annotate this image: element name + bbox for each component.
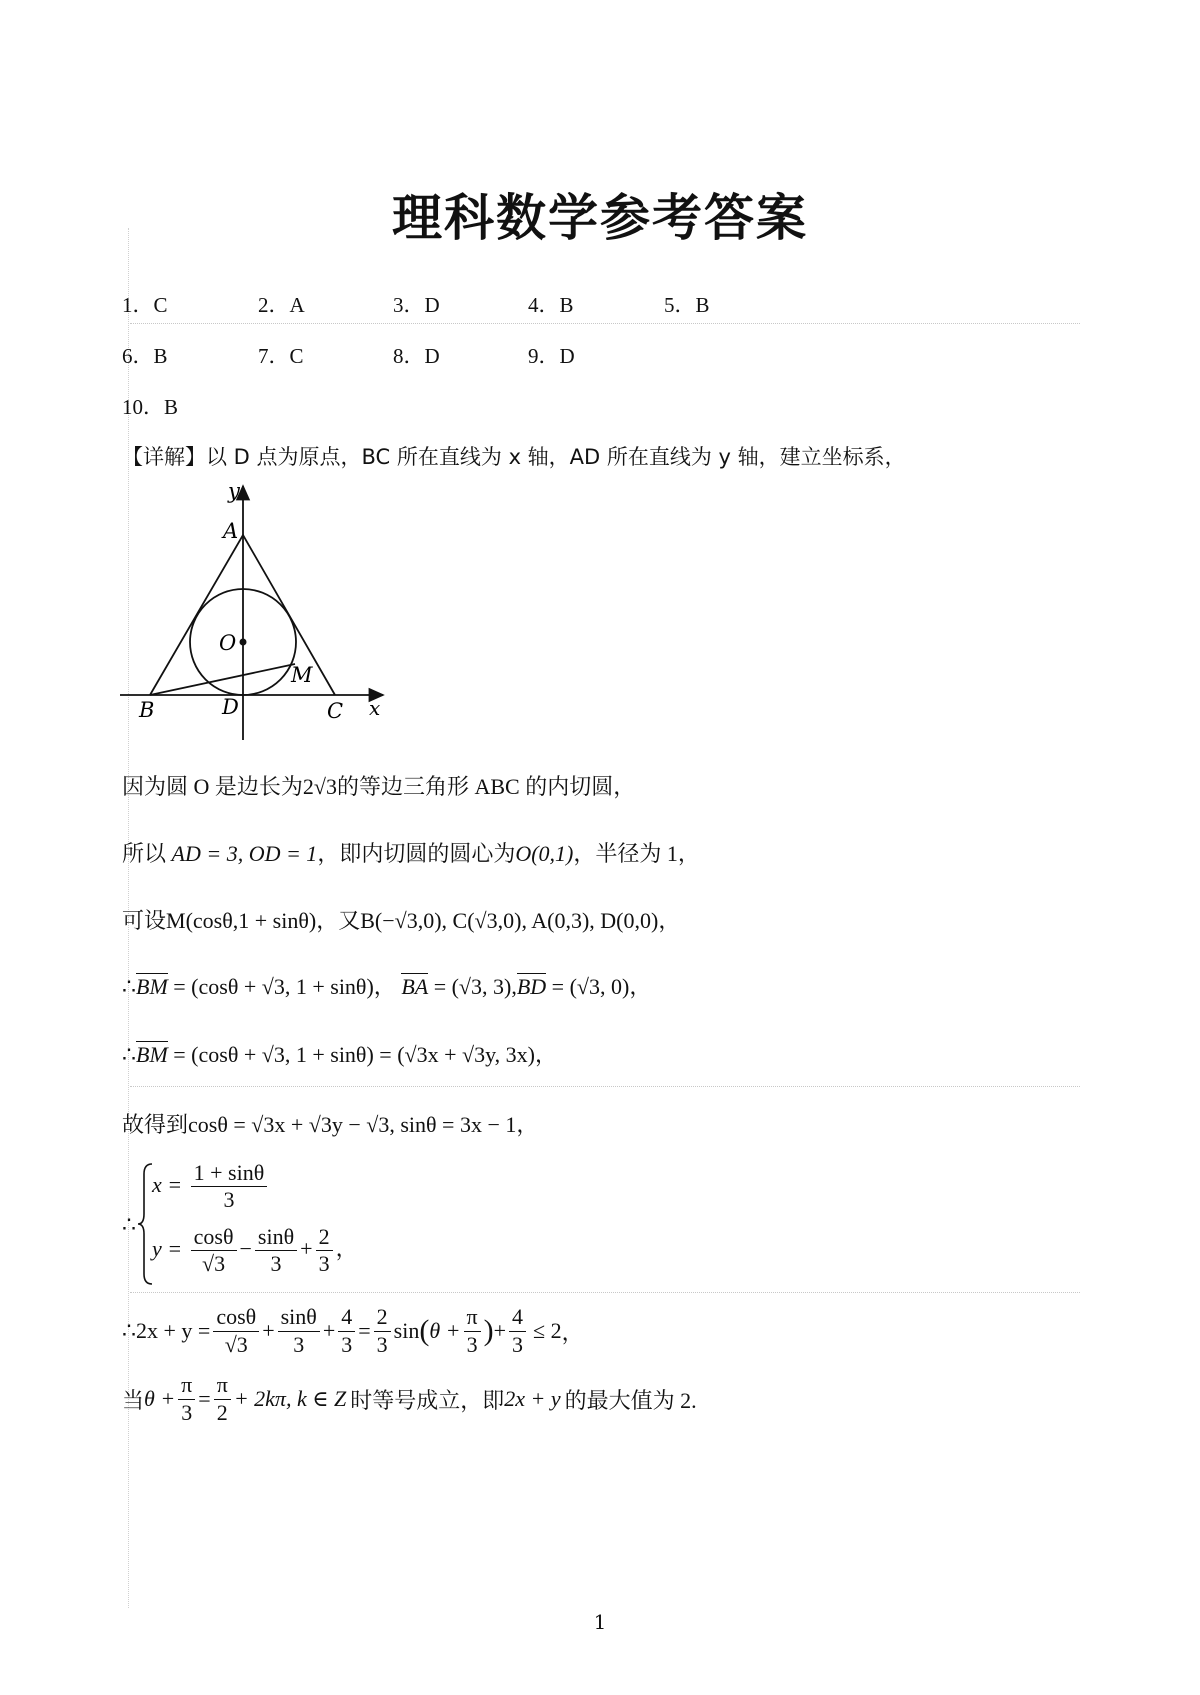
text-line: ∴BM = (cosθ + √3, 1 + sinθ) = (√3x + √3y, 3x)， <box>122 1042 557 1067</box>
answer-item: 8．D <box>393 344 440 368</box>
page-number: 1 <box>593 1610 607 1634</box>
math-expr: O(0,1) <box>515 841 574 866</box>
math-expr: AD = 3, OD = 1 <box>171 841 318 866</box>
math-expr: cosθ = √3x + √3y − √3, sinθ = 3x − 1 <box>188 1112 517 1137</box>
text-line: 所以 AD = 3, OD = 1，即内切圆的圆心为O(0,1)，半径为 1， <box>122 841 700 866</box>
answer-item: 10．B <box>122 395 179 419</box>
text-line: ∴2x + y = $\frac{\cos\theta}{√3}$ + $\frac{\sin\theta}{3}$ + $\frac{4}{3}$ = $\frac{2}{3}$ sin ( θ + $\frac{\pi}{3}$ ) + $\frac{4}{3}$ ≤ 2 ， <box>122 1304 584 1357</box>
vector-bd: BD <box>516 974 547 999</box>
vector-bm: BM <box>136 1042 168 1067</box>
answer-item: 3．D <box>393 293 440 317</box>
answer-item: 9．D <box>528 344 575 368</box>
answer-item: 1．C <box>122 293 168 317</box>
math-expr: = (√3, 3), <box>433 974 517 999</box>
divider <box>130 1292 1080 1293</box>
label-c: C <box>327 699 344 723</box>
label-b: B <box>139 698 155 722</box>
text-line: 当 θ + $\frac{\pi}{3}$ = $\frac{\pi}{2}$ + 2kπ, k ∈ Z 时等号成立，即 2x + y 的最大值为 2. <box>122 1372 697 1425</box>
triangle-figure <box>115 478 405 743</box>
text-line: 因为圆 O 是边长为2√3的等边三角形 ABC 的内切圆， <box>122 774 636 799</box>
answer-item: 7．C <box>258 344 304 368</box>
equation-x: x = $\frac{1 + \sin\theta}{3}$ <box>152 1160 270 1214</box>
math-expr: = (cosθ + √3, 1 + sinθ) <box>173 974 374 999</box>
center-point <box>240 639 247 646</box>
label-y: y <box>228 479 240 503</box>
detail-bracket: 【详解】 <box>122 445 206 469</box>
answer-item: 5．B <box>664 293 710 317</box>
vector-bm: BM <box>136 974 168 999</box>
label-a: A <box>223 519 239 543</box>
math-expr: 2√3 <box>302 774 337 799</box>
detail-intro-text: 以 D 点为原点，BC 所在直线为 x 轴，AD 所在直线为 y 轴，建立坐标系， <box>206 445 906 469</box>
page-title: 理科数学参考答案 <box>392 189 808 247</box>
label-m: M <box>291 663 313 687</box>
label-x: x <box>369 696 381 720</box>
math-expr: B(−√3,0), C(√3,0), A(0,3), D(0,0) <box>360 908 659 933</box>
label-d: D <box>222 695 239 719</box>
detail-intro <box>122 441 906 471</box>
text-line: ∴BM = (cosθ + √3, 1 + sinθ)， BA = (√3, 3),BD = (√3, 0)， <box>122 974 652 999</box>
math-expr: = (cosθ + √3, 1 + sinθ) = (√3x + √3y, 3x) <box>173 1042 535 1067</box>
equation-y: y = $\frac{\cos\theta}{√3}$ − $\frac{\sin\theta}{3}$ + $\frac{2}{3}$ ， <box>152 1224 358 1277</box>
vector-ba: BA <box>401 974 429 999</box>
text-line: 可设M(cosθ,1 + sinθ)，又B(−√3,0), C(√3,0), A(0,3), D(0,0)， <box>122 908 681 933</box>
divider <box>130 1086 1080 1087</box>
answer-item: 4．B <box>528 293 574 317</box>
math-expr: = (√3, 0) <box>551 974 630 999</box>
math-expr: M(cosθ,1 + sinθ) <box>166 908 317 933</box>
divider <box>130 323 1080 324</box>
text-line: 故得到cosθ = √3x + √3y − √3, sinθ = 3x − 1， <box>122 1112 539 1137</box>
label-o: O <box>219 631 237 655</box>
answer-item: 2．A <box>258 293 305 317</box>
answer-item: 6．B <box>122 344 168 368</box>
